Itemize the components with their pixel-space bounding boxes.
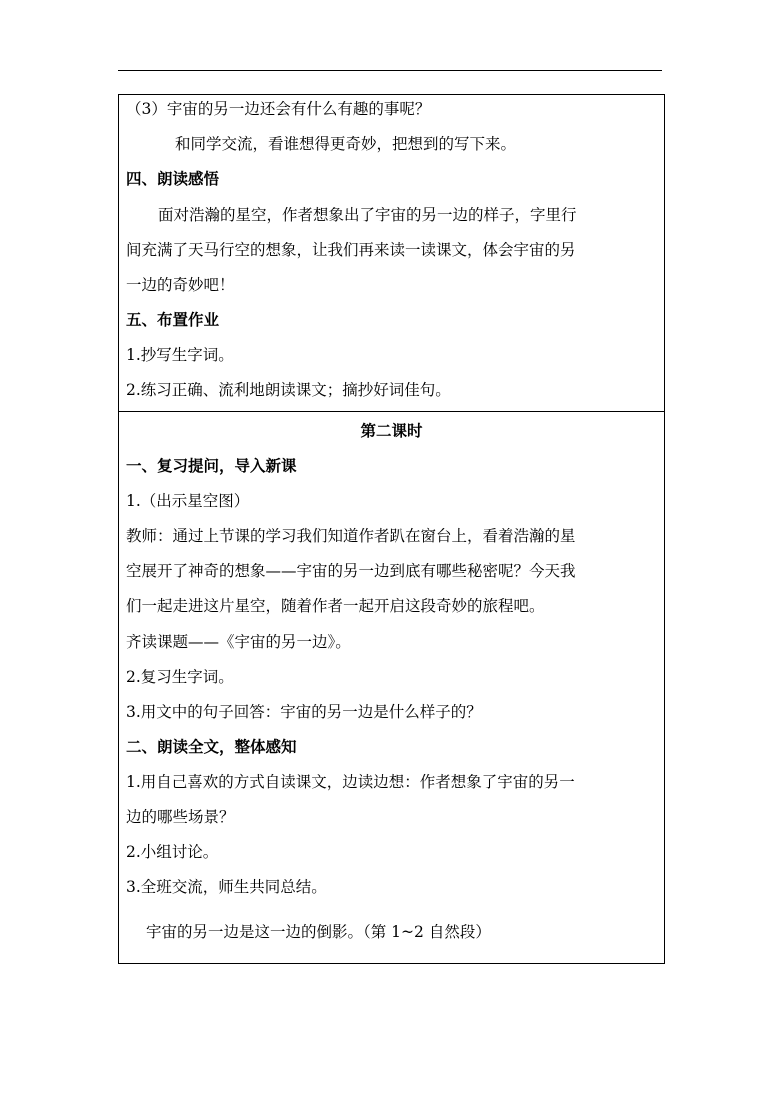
read-title: 齐读课题——《宇宙的另一边》。 [126,633,351,651]
section-4-line-3: 一边的奇妙吧！ [126,276,235,294]
section-2-item-1-line-1: 1.用自己喜欢的方式自读课文，边读边想：作者想象了宇宙的另一 [126,773,575,791]
section-2-item-3: 3.全班交流，师生共同总结。 [126,878,327,896]
section-2-item-1-line-2: 边的哪些场景？ [126,808,235,826]
section-1-heading: 一、复习提问，导入新课 [126,456,297,475]
section-4-line-1: 面对浩瀚的星空，作者想象出了宇宙的另一边的样子，字里行 [158,206,577,224]
teacher-line-1: 教师：通过上节课的学习我们知道作者趴在窗台上，看着浩瀚的星 [126,527,576,545]
item-3: 3.用文中的句子回答：宇宙的另一边是什么样子的？ [126,703,482,721]
section-5-heading: 五、布置作业 [126,310,220,329]
table-cell-second [118,411,665,964]
question-3: （3）宇宙的另一边还会有什么有趣的事呢？ [126,100,431,118]
question-3-task: 和同学交流，看谁想得更奇妙，把想到的写下来。 [175,135,517,153]
header-rule [118,70,662,71]
section-2-item-2: 2.小组讨论。 [126,843,219,861]
teacher-line-2: 空展开了神奇的想象——宇宙的另一边到底有哪些秘密呢？今天我 [126,562,576,580]
teacher-line-3: 们一起走进这片星空，随着作者一起开启这段奇妙的旅程吧。 [126,597,545,615]
section-4-heading: 四、朗读感悟 [126,169,220,188]
table-cell-first [118,94,665,412]
homework-1: 1.抄写生字词。 [126,346,234,364]
homework-2: 2.练习正确、流利地朗读课文；摘抄好词佳句。 [126,381,451,399]
summary: 宇宙的另一边是这一边的倒影。（第 1~2 自然段） [146,923,491,941]
item-2: 2.复习生字词。 [126,668,234,686]
section-4-line-2: 间充满了天马行空的想象，让我们再来读一读课文，体会宇宙的另 [126,241,576,259]
item-1: 1.（出示星空图） [126,492,250,510]
lesson-title: 第二课时 [360,421,423,440]
section-2-heading: 二、朗读全文，整体感知 [126,737,297,756]
